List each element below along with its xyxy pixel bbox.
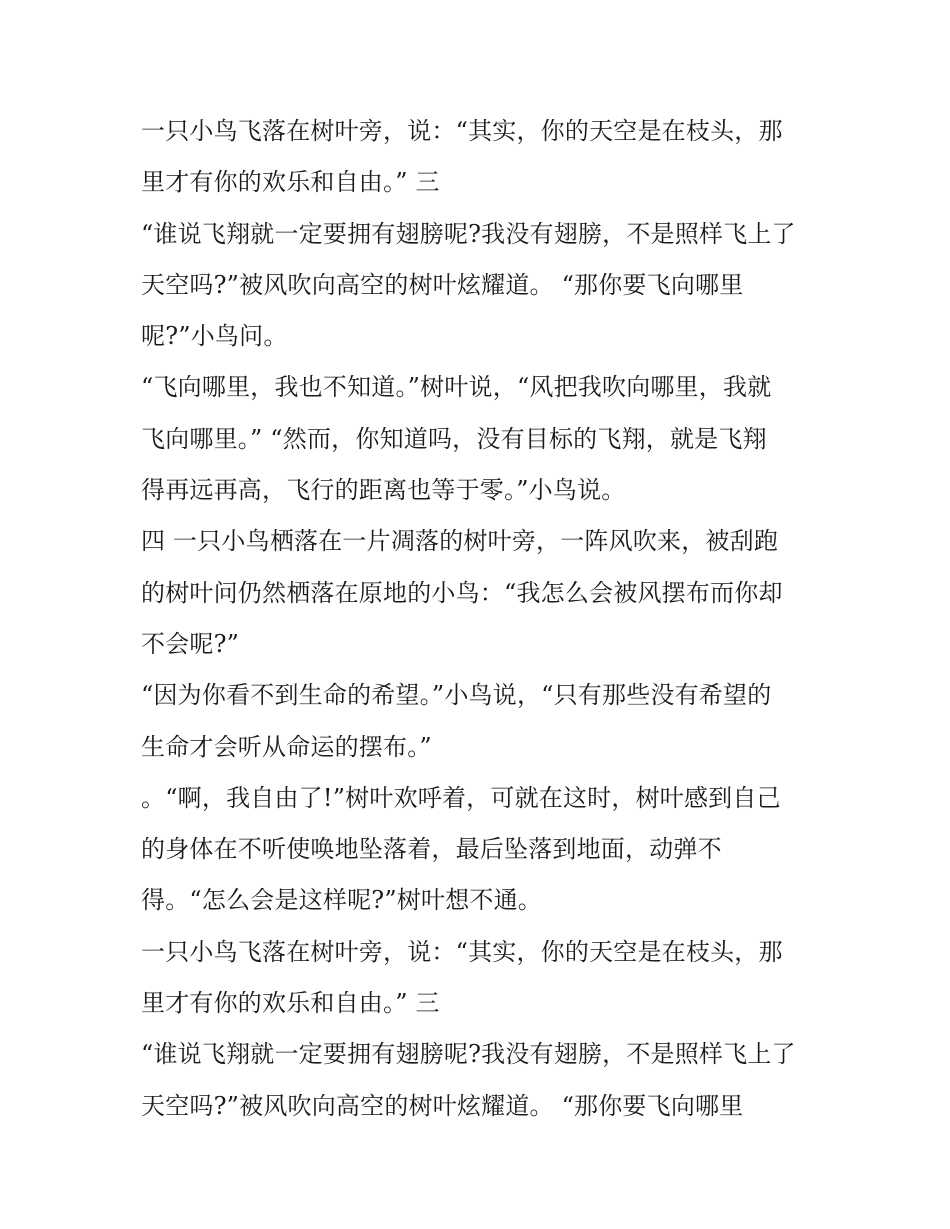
text-line: “因为你看不到生命的希望。”小鸟说，“只有那些没有希望的 <box>141 681 772 710</box>
text-line: 的树叶问仍然栖落在原地的小鸟：“我怎么会被风摆布而你却 <box>141 578 783 607</box>
text-line: 呢?”小鸟问。 <box>141 322 288 351</box>
text-line: 天空吗?”被风吹向高空的树叶炫耀道。 “那你要飞向哪里 <box>141 1091 744 1120</box>
text-line: 四 一只小鸟栖落在一片凋落的树叶旁，一阵风吹来，被刮跑 <box>141 527 779 556</box>
text-line: “谁说飞翔就一定要拥有翅膀呢?我没有翅膀，不是照样飞上了 <box>141 219 796 248</box>
text-line: 一只小鸟飞落在树叶旁，说：“其实，你的天空是在枝头，那 <box>141 117 783 145</box>
text-line: 天空吗?”被风吹向高空的树叶炫耀道。 “那你要飞向哪里 <box>141 270 744 299</box>
text-line: 不会呢?” <box>141 629 240 658</box>
body-text <box>141 106 821 1132</box>
text-line: 的身体在不听使唤地坠落着，最后坠落到地面，动弹不 <box>141 835 722 864</box>
text-line: 得再远再高，飞行的距离也等于零。”小鸟说。 <box>141 476 626 505</box>
text-line: 。“啊，我自由了!”树叶欢呼着，可就在这时，树叶感到自己 <box>141 783 781 812</box>
text-line: 得。“怎么会是这样呢?”树叶想不通。 <box>141 886 543 915</box>
text-line: “飞向哪里，我也不知道。”树叶说，“风把我吹向哪里，我就 <box>141 373 772 402</box>
text-line: 里才有你的欢乐和自由。” 三 <box>141 168 440 197</box>
text-line: 一只小鸟飞落在树叶旁，说：“其实，你的天空是在枝头，那 <box>141 937 783 966</box>
text-line: “谁说飞翔就一定要拥有翅膀呢?我没有翅膀，不是照样飞上了 <box>141 1040 796 1069</box>
text-line: 生命才会听从命运的摆布。” <box>141 732 432 761</box>
text-line: 飞向哪里。” “然而，你知道吗，没有目标的飞翔，就是飞翔 <box>141 424 767 453</box>
text-line: 里才有你的欢乐和自由。” 三 <box>141 989 440 1018</box>
